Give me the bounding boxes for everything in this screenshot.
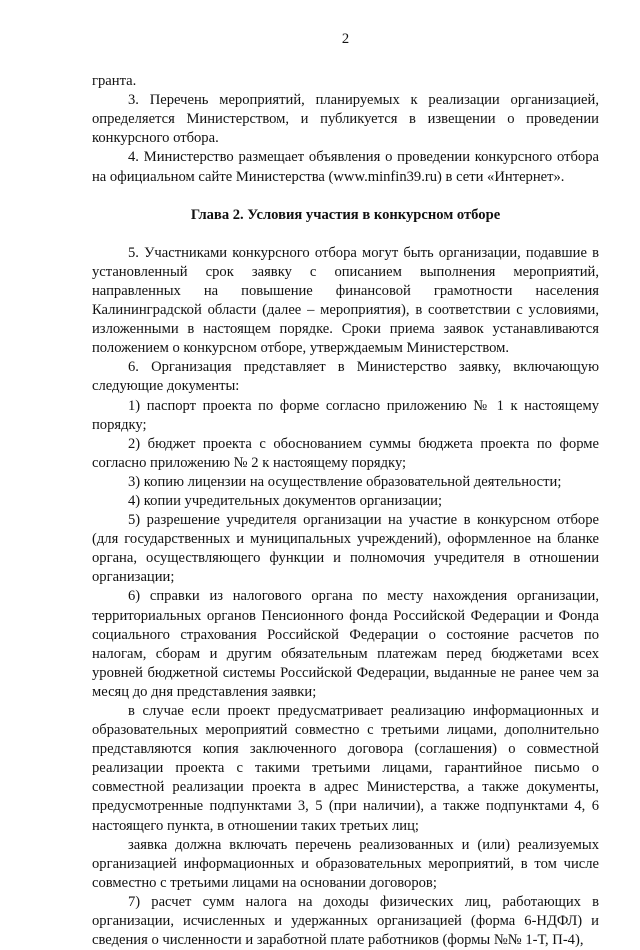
paragraph-5: 5. Участниками конкурсного отбора могут быть организации, подавшие в установленный срок заявку с описанием выполнения мероприятий, направленных на повышение финансовой грамотности населения Калининградской области (далее – мероприятия), в соответствии с условиями, изложенными в настоящем порядке. Сроки приема заявок устанавливаются положением о конкурсном отборе, утверждаемым Министерством.	[92, 244, 599, 357]
list-item-6: 6) справки из налогового органа по месту нахождения организации, территориальных органов Пенсионного фонда Российской Федерации и Фонда социального страхования Российской Федерации о состояние расчетов по налогам, сборам и другим обязательным платежам перед бюджетами всех уровней бюджетной системы Российской Федерации, выданные не ранее чем за месяц до дня представления заявки;	[92, 588, 599, 700]
list-item-7: 7) расчет сумм налога на доходы физических лиц, работающих в организации, исчисленных и удержанных организацией (форма 6-НДФЛ) и сведения о численности и заработной плате работников (формы №№ 1-Т, П-4),	[92, 893, 599, 949]
page-number: 2	[341, 31, 350, 47]
paragraph-third-parties: в случае если проект предусматривает реализацию информационных и образовательных мероприятий совместно с третьими лицами, дополнительно представляются копия заключенного договора (соглашения) о совместной реализации проекта с такими третьими лицами, гарантийное письмо о совместной реализации проекта в адрес Министерства, а также документы, предусмотренные подпунктами 3, 5 (при наличии), а также подпунктами 4, 6 настоящего пункта, в отношении таких третьих лиц;	[92, 703, 599, 834]
list-item-3: 3) копию лицензии на осуществление образовательной деятельности;	[128, 473, 562, 490]
paragraph-6: 6. Организация представляет в Министерство заявку, включающую следующие документы:	[92, 359, 599, 395]
document-page	[92, 30, 599, 950]
paragraph-grant-end: гранта.	[92, 73, 137, 90]
paragraph-application-contents: заявка должна включать перечень реализованных и (или) реализуемых организацией информационных и образовательных мероприятий, в том числе совместно с третьими лицами на основании договоров;	[92, 836, 599, 891]
list-item-4: 4) копии учредительных документов организации;	[128, 492, 442, 509]
list-item-1: 1) паспорт проекта по форме согласно приложению № 1 к настоящему порядку;	[92, 397, 599, 433]
paragraph-3: 3. Перечень мероприятий, планируемых к реализации организацией, определяется Министерством, и публикуется в извещении о проведении конкурсного отбора.	[92, 92, 599, 147]
chapter-title: Глава 2. Условия участия в конкурсном отборе	[190, 206, 501, 223]
list-item-5: 5) разрешение учредителя организации на участие в конкурсном отборе (для государственных и муниципальных учреждений), оформленное на бланке органа, осуществляющего функции и полномочия учредителя в отношении организации;	[92, 512, 599, 586]
paragraph-4: 4. Министерство размещает объявления о проведении конкурсного отбора на официальном сайте Министерства (www.minfin39.ru) в сети «Интернет».	[92, 149, 599, 185]
list-item-2: 2) бюджет проекта с обоснованием суммы бюджета проекта по форме согласно приложению № 2 к настоящему порядку;	[92, 435, 599, 471]
